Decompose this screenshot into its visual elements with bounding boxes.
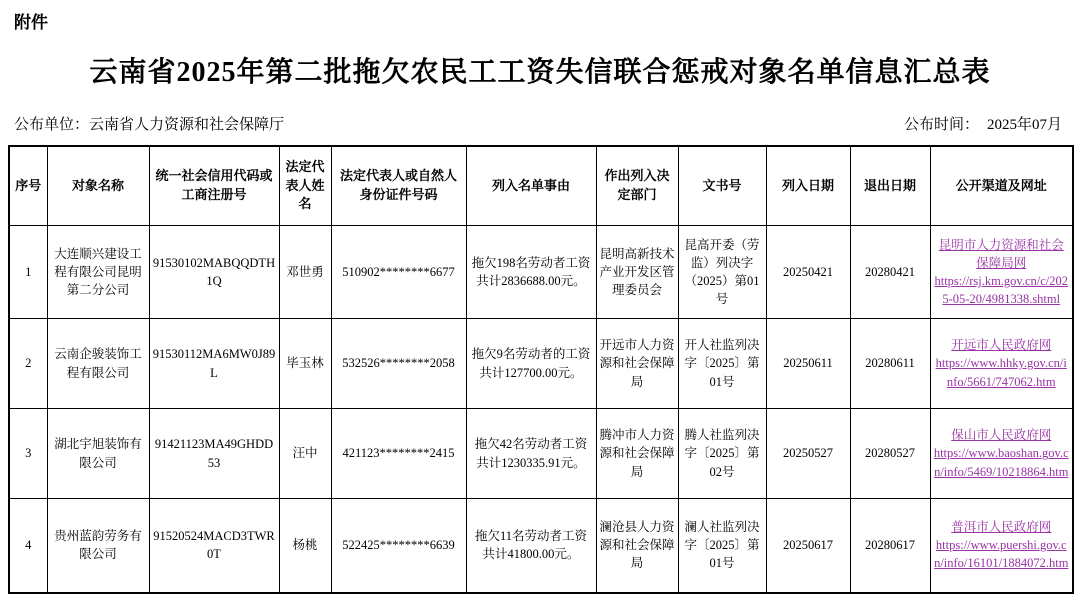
cell-credit-code: 91520524MACD3TWR0T	[149, 499, 279, 593]
header-doc-number: 文书号	[678, 146, 766, 226]
cell-id-number: 421123********2415	[331, 409, 466, 499]
cell-reason: 拖欠11名劳动者工资共计41800.00元。	[466, 499, 596, 593]
cell-reason: 拖欠9名劳动者的工资共计127700.00元。	[466, 319, 596, 409]
table-header-row	[9, 146, 1073, 226]
publisher-line	[14, 113, 284, 134]
cell-doc-number: 澜人社监列决字〔2025〕第01号	[678, 499, 766, 593]
publish-time-value: 2025年07月	[986, 117, 1062, 133]
cell-seq: 4	[9, 499, 47, 593]
cell-seq: 3	[9, 409, 47, 499]
header-seq: 序号	[9, 146, 47, 226]
channel-site-link[interactable]: 普洱市人民政府网	[951, 520, 1052, 535]
cell-seq: 2	[9, 319, 47, 409]
cell-exit-date: 20280421	[850, 226, 930, 319]
cell-list-date: 20250421	[766, 226, 850, 319]
table-row	[9, 319, 1073, 409]
publish-time-line	[904, 113, 1066, 134]
channel-url-link[interactable]: https://rsj.km.gov.cn/c/2025-05-20/4981338.shtml	[934, 274, 1069, 307]
cell-id-number: 532526********2058	[331, 319, 466, 409]
cell-id-number: 522425********6639	[331, 499, 466, 593]
header-id-number: 法定代表人或自然人身份证件号码	[331, 146, 466, 226]
blacklist-table	[8, 145, 1074, 594]
table-row	[9, 226, 1073, 319]
cell-reason: 拖欠198名劳动者工资共计2836688.00元。	[466, 226, 596, 319]
channel-url-link[interactable]: https://www.puershi.gov.cn/info/16101/1884072.htm	[934, 538, 1069, 571]
cell-company-name: 大连顺兴建设工程有限公司昆明第二分公司	[47, 226, 149, 319]
cell-channel	[930, 409, 1073, 499]
cell-reason: 拖欠42名劳动者工资共计1230335.91元。	[466, 409, 596, 499]
cell-company-name: 云南企骏装饰工程有限公司	[47, 319, 149, 409]
channel-url-link[interactable]: https://www.hhky.gov.cn/info/5661/747062.htm	[935, 356, 1067, 389]
table-row	[9, 499, 1073, 593]
cell-doc-number: 昆高开委（劳监）列决字（2025）第01号	[678, 226, 766, 319]
cell-legal-rep: 汪中	[279, 409, 331, 499]
header-reason: 列入名单事由	[466, 146, 596, 226]
cell-decision-dept: 昆明高新技术产业开发区管理委员会	[596, 226, 678, 319]
cell-list-date: 20250617	[766, 499, 850, 593]
cell-doc-number: 腾人社监列决字〔2025〕第02号	[678, 409, 766, 499]
cell-legal-rep: 杨桃	[279, 499, 331, 593]
channel-site-link[interactable]: 昆明市人力资源和社会保障局网	[938, 237, 1064, 270]
cell-seq: 1	[9, 226, 47, 319]
header-legal-rep: 法定代表人姓名	[279, 146, 331, 226]
cell-decision-dept: 开远市人力资源和社会保障局	[596, 319, 678, 409]
cell-credit-code: 91530102MABQQDTH1Q	[149, 226, 279, 319]
cell-list-date: 20250611	[766, 319, 850, 409]
header-list-date: 列入日期	[766, 146, 850, 226]
attachment-label: 附件	[14, 13, 48, 32]
cell-exit-date: 20280617	[850, 499, 930, 593]
cell-list-date: 20250527	[766, 409, 850, 499]
page-title: 云南省2025年第二批拖欠农民工工资失信联合惩戒对象名单信息汇总表	[89, 57, 991, 88]
header-credit-code: 统一社会信用代码或工商注册号	[149, 146, 279, 226]
cell-legal-rep: 毕玉林	[279, 319, 331, 409]
table-row	[9, 409, 1073, 499]
header-exit-date: 退出日期	[850, 146, 930, 226]
cell-exit-date: 20280611	[850, 319, 930, 409]
cell-legal-rep: 邓世勇	[279, 226, 331, 319]
cell-credit-code: 91530112MA6MW0J89L	[149, 319, 279, 409]
cell-company-name: 湖北宇旭装饰有限公司	[47, 409, 149, 499]
cell-decision-dept: 澜沧县人力资源和社会保障局	[596, 499, 678, 593]
cell-doc-number: 开人社监列决字〔2025〕第01号	[678, 319, 766, 409]
publisher-value: 云南省人力资源和社会保障厅	[89, 117, 285, 133]
cell-id-number: 510902********6677	[331, 226, 466, 319]
cell-credit-code: 91421123MA49GHDD53	[149, 409, 279, 499]
publish-time-label: 公布时间：	[903, 117, 979, 133]
channel-site-link[interactable]: 保山市人民政府网	[951, 428, 1052, 443]
header-channel: 公开渠道及网址	[930, 146, 1073, 226]
cell-decision-dept: 腾冲市人力资源和社会保障局	[596, 409, 678, 499]
header-decision-dept: 作出列入决定部门	[596, 146, 678, 226]
channel-site-link[interactable]: 开远市人民政府网	[951, 338, 1052, 353]
meta-row	[14, 113, 1066, 134]
cell-channel	[930, 319, 1073, 409]
cell-channel	[930, 499, 1073, 593]
header-name: 对象名称	[47, 146, 149, 226]
publisher-label: 公布单位：	[14, 117, 90, 133]
cell-company-name: 贵州蓝韵劳务有限公司	[47, 499, 149, 593]
channel-url-link[interactable]: https://www.baoshan.gov.cn/info/5469/10218864.htm	[933, 446, 1069, 479]
cell-exit-date: 20280527	[850, 409, 930, 499]
cell-channel	[930, 226, 1073, 319]
